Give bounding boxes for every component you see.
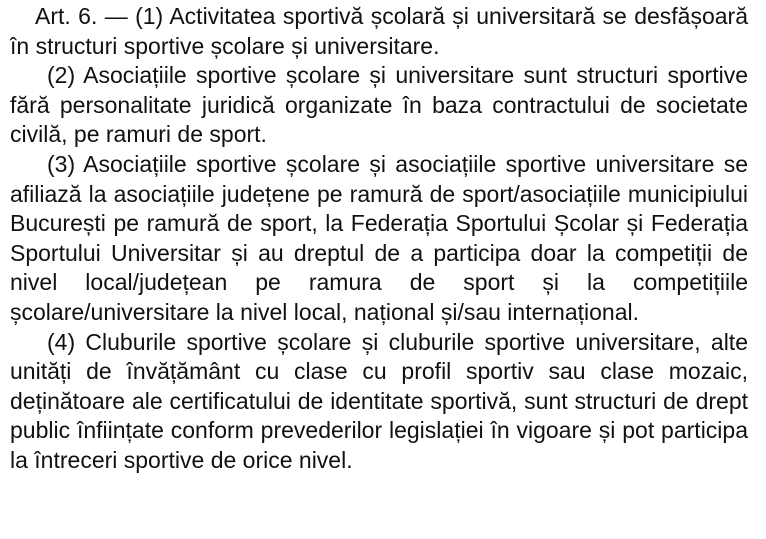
- article-6-paragraph-4: (4) Cluburile sportive școlare și cluburile sportive universitare, alte unități de învățământ cu clase cu profil sportiv sau clase mozaic, deținătoare ale certificatului de identitate sportivă, sunt structuri de drept public înființate conform prevederilor legislației în vigoare și pot participa la întreceri sportive de orice nivel.: [10, 328, 748, 473]
- article-6-paragraph-3: (3) Asociațiile sportive școlare și asociațiile sportive universitare se afiliază la asociațiile județene pe ramură de sport/asociațiile municipiului București pe ramură de sport, la Federația Sportului Școlar și Federația Sportului Universitar și au dreptul de a participa doar la competiții de nivel local/județean pe ramura de sport și la competițiile școlare/universitare la nivel local, național și/sau internațional.: [10, 150, 748, 325]
- article-6-paragraph-1: Art. 6. — (1) Activitatea sportivă școlară și universitară se desfășoară în structuri sportive școlare și universitare.: [10, 3, 748, 59]
- article-6-paragraph-2: (2) Asociațiile sportive școlare și universitare sunt structuri sportive fără personalitate juridică organizate în baza contractului de societate civilă, pe ramuri de sport.: [10, 62, 748, 148]
